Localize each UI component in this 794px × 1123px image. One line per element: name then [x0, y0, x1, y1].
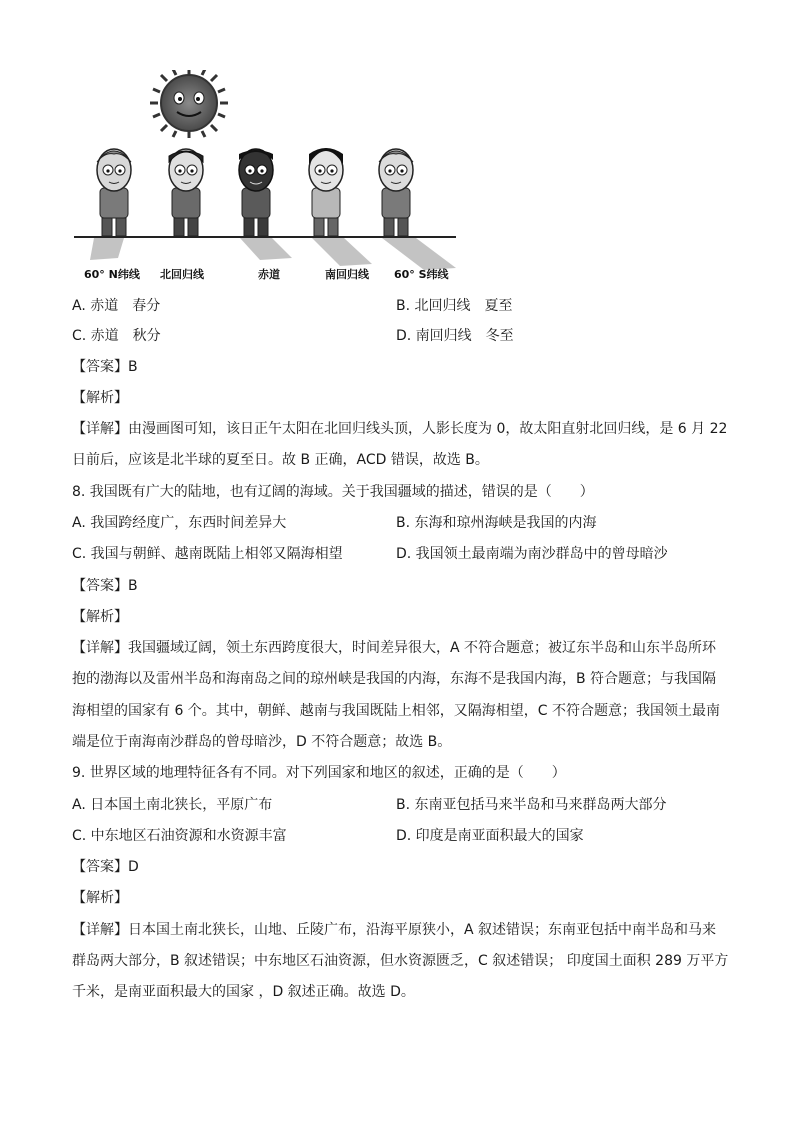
q8-option-d: D. 我国领土最南端为南沙群岛中的曾母暗沙: [396, 546, 668, 562]
q9-answer: 【答案】D: [72, 859, 139, 875]
q8-option-b: B. 东海和琼州海峡是我国的内海: [396, 515, 597, 531]
q8-detail-line-1: 【详解】我国疆域辽阔，领土东西跨度很大，时间差异很大，A 不符合题意；被辽东半岛和山东半岛所环: [72, 640, 717, 656]
q7-analysis-heading: 【解析】: [72, 390, 128, 406]
q7-detail-line-1: 【详解】由漫画图可知，该日正午太阳在北回归线头顶，人影长度为 0，故太阳直射北回归线，是 6 月 22: [72, 421, 728, 437]
q9-detail-line-2: 群岛两大部分，B 叙述错误；中东地区石油资源，但水资源匮乏，C 叙述错误； 印度国土面积 289 万平方: [72, 953, 729, 969]
label-60n: 60° N纬线: [84, 268, 140, 281]
person-equator: [239, 149, 273, 236]
q7-option-a: A. 赤道 春分: [72, 298, 161, 314]
q9-option-a: A. 日本国土南北狭长，平原广布: [72, 797, 273, 813]
q9-option-b: B. 东南亚包括马来半岛和马来群岛两大部分: [396, 797, 667, 813]
q9-detail-line-3: 千米，是南亚面积最大的国家 ，D 叙述正确。故选 D。: [72, 984, 415, 1000]
q7-option-c: C. 赤道 秋分: [72, 328, 161, 344]
q9-detail-line-1: 【详解】日本国土南北狭长，山地、丘陵广布，沿海平原狭小，A 叙述错误；东南亚包括中南半岛和马来: [72, 922, 717, 938]
illustration-drawing: [72, 70, 462, 270]
label-equator: 赤道: [258, 268, 280, 281]
q9-analysis-heading: 【解析】: [72, 890, 128, 906]
label-tropic-of-capricorn: 南回归线: [325, 268, 369, 281]
q9-stem: 9. 世界区域的地理特征各有不同。对下列国家和地区的叙述，正确的是（ ）: [72, 765, 566, 781]
person-60s: [379, 149, 413, 236]
q8-option-c: C. 我国与朝鲜、越南既陆上相邻又隔海相望: [72, 546, 343, 562]
sun-shadow-illustration: [72, 70, 462, 288]
person-tropic-of-capricorn: [309, 148, 343, 236]
label-tropic-of-cancer: 北回归线: [160, 268, 204, 281]
q8-detail-line-3: 海相望的国家有 6 个。其中，朝鲜、越南与我国既陆上相邻，又隔海相望，C 不符合题意；我国领土最南: [72, 703, 721, 719]
q8-stem: 8. 我国既有广大的陆地，也有辽阔的海域。关于我国疆域的描述，错误的是（ ）: [72, 484, 594, 500]
person-tropic-of-cancer: [169, 149, 203, 236]
q8-option-a: A. 我国跨经度广，东西时间差异大: [72, 515, 287, 531]
q9-option-d: D. 印度是南亚面积最大的国家: [396, 828, 584, 844]
q8-analysis-heading: 【解析】: [72, 609, 128, 625]
q8-detail-line-4: 端是位于南海南沙群岛的曾母暗沙，D 不符合题意；故选 B。: [72, 734, 452, 750]
q7-answer: 【答案】B: [72, 359, 138, 375]
q7-detail-line-2: 日前后，应该是北半球的夏至日。故 B 正确，ACD 错误，故选 B。: [72, 452, 489, 468]
q9-option-c: C. 中东地区石油资源和水资源丰富: [72, 828, 287, 844]
q7-option-d: D. 南回归线 冬至: [396, 328, 514, 344]
person-60n: [97, 149, 131, 236]
q8-answer: 【答案】B: [72, 578, 138, 594]
label-60s: 60° S纬线: [394, 268, 449, 281]
q8-detail-line-2: 抱的渤海以及雷州半岛和海南岛之间的琼州峡是我国的内海，东海不是我国内海，B 符合题意；与我国隔: [72, 671, 717, 687]
sun-icon: [150, 70, 228, 138]
q7-option-b: B. 北回归线 夏至: [396, 298, 513, 314]
